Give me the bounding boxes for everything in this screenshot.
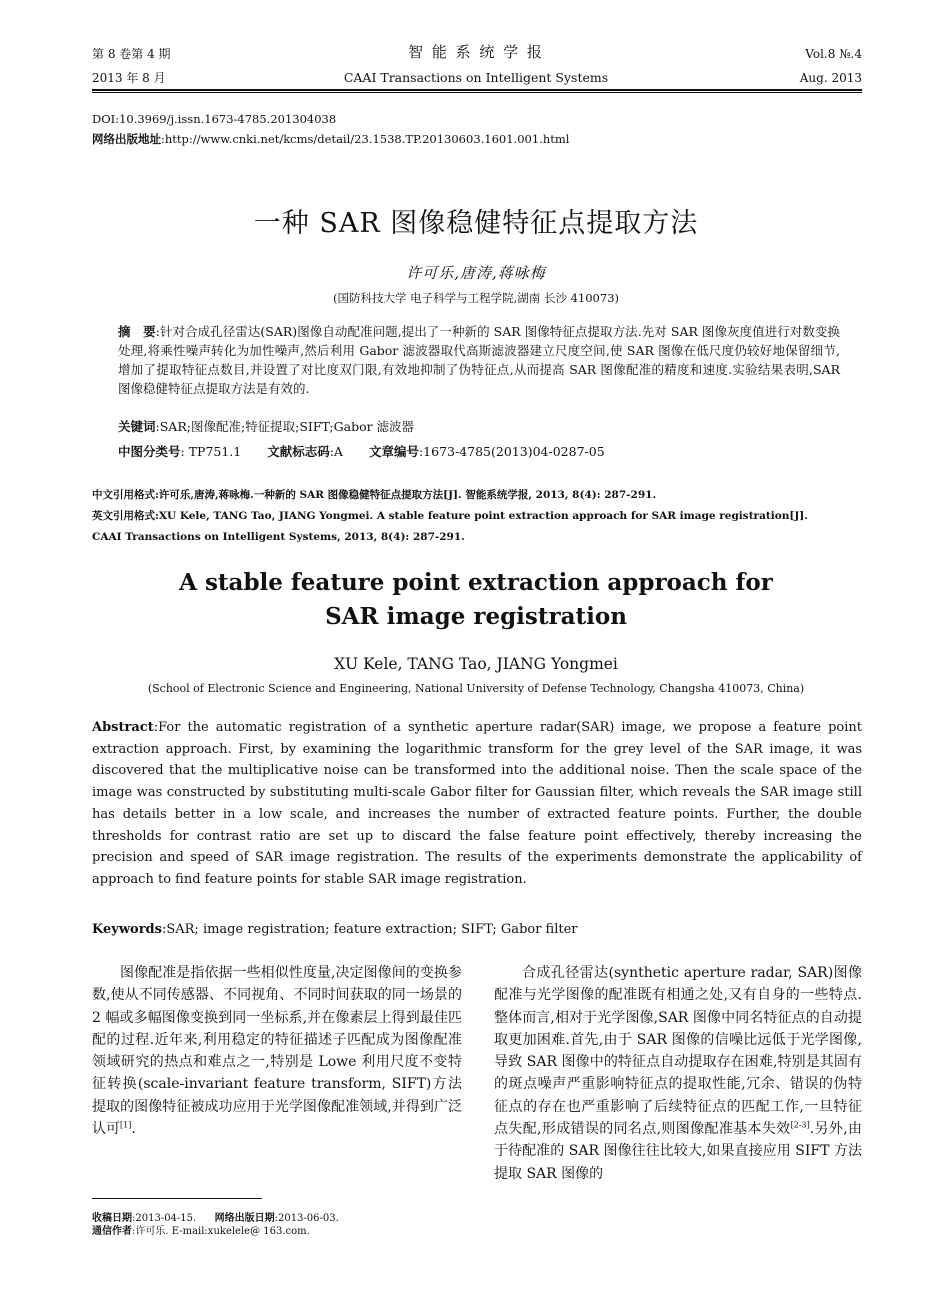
- body-paragraph: [494, 962, 862, 1185]
- abstract-en-label: Abstract: [92, 720, 154, 735]
- affiliation-en: (School of Electronic Science and Engineering, National University of Defense Technology, Changsha 410073, China): [147, 682, 805, 695]
- keywords-cn-text: :SAR;图像配准;特征提取;SIFT;Gabor 滤波器: [155, 419, 415, 434]
- doc-code-label: 文献标志码: [267, 444, 330, 459]
- body-right-text: 合成孔径雷达(synthetic aperture radar, SAR)图像配准与光学图像的配准既有相通之处,又有自身的一些特点.整体而言,相对于光学图像,SAR 图像中同名特征点的自动提取更加困难.首先,由于 SAR 图像的信噪比远低于光学图像,导致 SAR 图像中的特征点自动提取存在困难,特别是其固有的斑点噪声严重影响特征点的提取性能,冗余、错误的伪特征点的存在也严重影响了后续特征点的匹配工作,一旦特征点失配,形成错误的同名点,则图像配准基本失效: [494, 965, 862, 1138]
- volume-issue: 第 8 卷第 4 期: [92, 47, 171, 61]
- footnote-rule: [92, 1198, 262, 1199]
- body-right-column: [494, 962, 862, 1185]
- article-no-label: 文章编号: [368, 444, 419, 459]
- body-right-tail: .另外,由于待配准的 SAR 图像往往比较大,如果直接应用 SIFT 方法提取 SAR 图像的: [494, 1121, 862, 1182]
- abstract-cn-text: :针对合成孔径雷达(SAR)图像自动配准问题,提出了一种新的 SAR 图像特征点提取方法.先对 SAR 图像灰度值进行对数变换处理,将乘性噪声转化为加性噪声,然后利用 Gabor 滤波器取代高斯滤波器建立尺度空间,使 SAR 图像在低尺度仍较好地保留细节,增加了提取特征点数目,并设置了对比度双门限,有效地抑制了伪特征点,从而提高 SAR 图像配准的精度和速度.实验结果表明,SAR 图像稳健特征点提取方法是有效的.: [118, 324, 840, 396]
- abstract-cn: [118, 322, 840, 398]
- header-rule: [92, 89, 862, 91]
- header-rule-thin: [92, 92, 862, 93]
- online-date-value: :2013-06-03.: [274, 1213, 339, 1224]
- affiliation-cn: (国防科技大学 电子科学与工程学院,湖南 长沙 410073): [333, 291, 619, 305]
- title-cn: 一种 SAR 图像稳健特征点提取方法: [253, 208, 699, 239]
- abstract-en: [92, 717, 862, 891]
- article-no-value: :1673-4785(2013)04-0287-05: [418, 444, 605, 459]
- footnote: [92, 1212, 492, 1238]
- citation-en-text-1: :XU Kele, TANG Tao, JIANG Yongmei. A stable feature point extraction approach for SAR image registration[J].: [155, 510, 808, 522]
- clc-label: 中图分类号: [118, 444, 181, 459]
- journal-name-cn: 智 能 系 统 学 报: [408, 43, 544, 61]
- issue-date-en: Aug. 2013: [799, 71, 862, 85]
- issue-date: 2013 年 8 月: [92, 71, 166, 85]
- online-date-label: 网络出版日期: [214, 1213, 275, 1224]
- keywords-en: [92, 919, 862, 941]
- keywords-en-label: Keywords: [92, 922, 162, 937]
- classification-line: [118, 442, 840, 461]
- citation-en-journal: CAAI Transactions on Intelligent Systems, 2013, 8(4): 287-291.: [92, 531, 465, 543]
- body-left-column: [92, 962, 462, 1140]
- doc-code-value: :A: [329, 444, 343, 459]
- keywords-cn: [118, 417, 840, 436]
- corresponding-author-label: 通信作者: [92, 1226, 132, 1237]
- online-address-label: 网络出版地址: [92, 132, 161, 146]
- abstract-cn-label: 摘 要: [118, 324, 156, 339]
- footnote-dates: [92, 1212, 492, 1225]
- citation-en-label: 英文引用格式: [92, 510, 155, 522]
- body-left-end: .: [131, 1121, 136, 1138]
- corresponding-author-value: :许可乐. E-mail:xukelele@ 163.com.: [132, 1226, 310, 1237]
- citation-cn: [92, 487, 862, 504]
- abstract-en-text: :For the automatic registration of a synthetic aperture radar(SAR) image, we propose a feature point extraction approach. First, by examining the logarithmic transform for the grey level of the SAR image, it was discovered that the multiplicative noise can be transformed into the additional noise. Then the scale space of the image was constructed by substituting multi-scale Gabor filter for Gaussian filter, which reveals the SAR image still has details better in a low scale, and increases the number of extracted feature points. Further, the double thresholds for contrast ratio are set up to discard the false feature point effectively, thereby increasing the precision and speed of SAR image registration. The results of the experiments demonstrate the applicability of approach to find feature points for stable SAR image registration.: [92, 720, 862, 887]
- online-address: [92, 131, 569, 148]
- online-address-url: :http://www.cnki.net/kcms/detail/23.1538.TP.20130603.1601.001.html: [161, 132, 570, 146]
- footnote-author: [92, 1225, 492, 1238]
- citation-cn-label: 中文引用格式: [92, 489, 155, 501]
- body-left-text: 图像配准是指依据一些相似性度量,决定图像间的变换参数,使从不同传感器、不同视角、不同时间获取的同一场景的 2 幅或多幅图像变换到同一坐标系,并在像素层上得到最佳匹配的过程.近年来,利用稳定的特征描述子匹配成为图像配准领域研究的热点和难点之一,特别是 Lowe 利用尺度不变特征转换(scale-invariant feature transform, SIFT)方法提取的图像特征被成功应用于光学图像配准领域,并得到广泛认可: [92, 965, 462, 1138]
- authors-en: XU Kele, TANG Tao, JIANG Yongmei: [334, 655, 618, 673]
- body-paragraph: [92, 962, 462, 1140]
- authors-cn: 许可乐,唐涛,蒋咏梅: [406, 264, 546, 282]
- citation-en: [92, 508, 862, 525]
- journal-name-en: CAAI Transactions on Intelligent Systems: [343, 70, 609, 85]
- doi: DOI:10.3969/j.issn.1673-4785.201304038: [92, 112, 337, 126]
- received-label: 收稿日期: [92, 1213, 132, 1224]
- clc-value: : TP751.1: [180, 444, 242, 459]
- title-en-line2: SAR image registration: [325, 603, 627, 630]
- volume-number-en: Vol.8 №.4: [805, 47, 862, 61]
- keywords-cn-label: 关键词: [118, 419, 156, 434]
- citation-ref: [2-3]: [790, 1120, 810, 1130]
- title-en-line1: A stable feature point extraction approach for: [179, 569, 773, 596]
- received-value: :2013-04-15.: [132, 1213, 197, 1224]
- citation-cn-text: :许可乐,唐涛,蒋咏梅.一种新的 SAR 图像稳健特征点提取方法[J]. 智能系统学报, 2013, 8(4): 287-291.: [155, 489, 657, 501]
- keywords-en-text: :SAR; image registration; feature extraction; SIFT; Gabor filter: [161, 922, 578, 937]
- citation-ref: [1]: [120, 1120, 132, 1130]
